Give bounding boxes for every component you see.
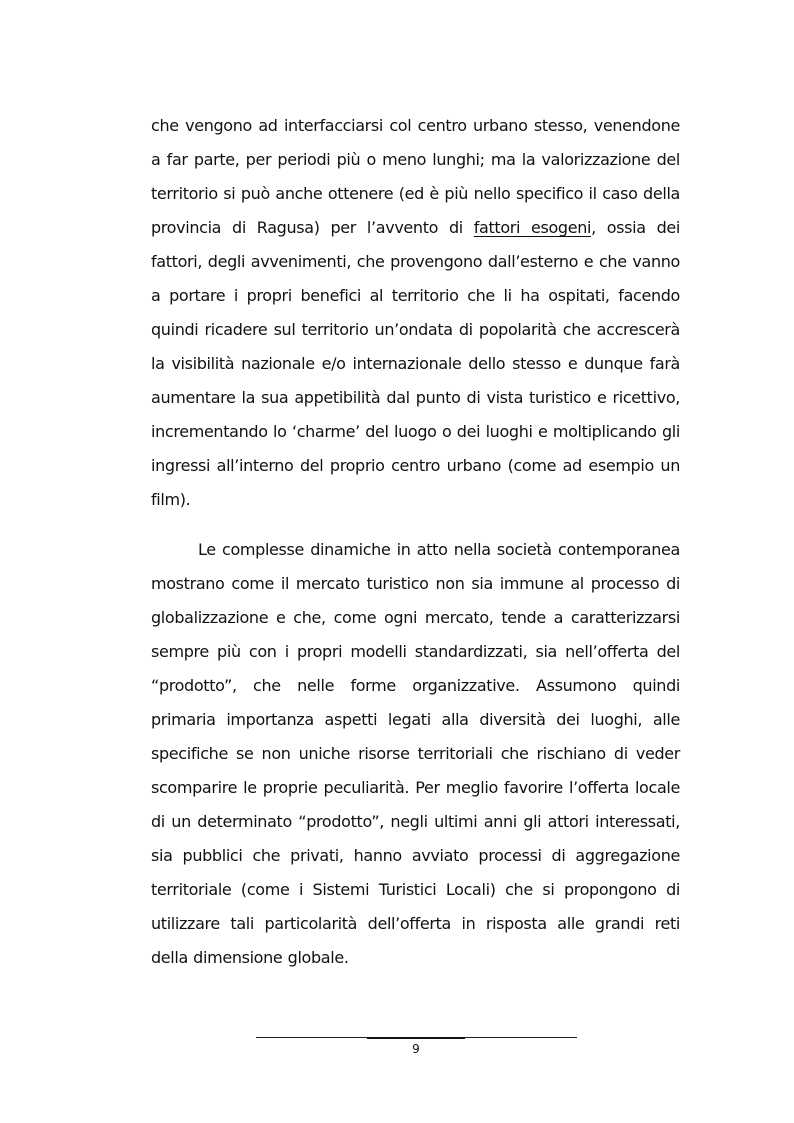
underlined-term: fattori esogeni [473, 218, 592, 237]
paragraph-2-container [151, 533, 680, 975]
paragraph-1-text-start: che vengono ad interfacciarsi col centro urbano stesso, venendone a far parte, per periodi più o meno lunghi; ma la valorizzazione del territorio si può anche ottenere (ed è più nello specifico il caso della provincia di Ragusa) per l’avvento di [151, 116, 680, 237]
paragraph-1 [151, 109, 680, 517]
footer-rule-accent [367, 1037, 465, 1039]
paragraph-2: Le complesse dinamiche in atto nella società contemporanea mostrano come il mercato turistico non sia immune al processo di globalizzazione e che, come ogni mercato, tende a caratterizzarsi sempre più con i propri modelli standardizzati, sia nell’offerta del “prodotto”, che nelle forme organizzative. Assumono quindi primaria importanza aspetti legati alla diversità dei luoghi, alle specifiche se non uniche risorse territoriali che rischiano di veder scomparire le proprie peculiarità. Per meglio favorire l’offerta locale di un determinato “prodotto”, negli ultimi anni gli attori interessati, sia pubblici che privati, hanno avviato processi di aggregazione territoriale (come i Sistemi Turistici Locali) che si propongono di utilizzare tali particolarità dell’offerta in risposta alle grandi reti della dimensione globale. [151, 540, 680, 967]
page-number: 9 [412, 1042, 420, 1056]
paragraph-1-text-end: , ossia dei fattori, degli avvenimenti, che provengono dall’esterno e che vanno a portare i propri benefici al territorio che li ha ospitati, facendo quindi ricadere sul territorio un’ondata di popolarità che accrescerà la visibilità nazionale e/o internazionale dello stesso e dunque farà aumentare la sua appetibilità dal punto di vista turistico e ricettivo, incrementando lo ‘charme’ del luogo o dei luoghi e moltiplicando gli ingressi all’interno del proprio centro urbano (come ad esempio un film). [151, 218, 680, 509]
paragraph-1-container [151, 109, 680, 517]
